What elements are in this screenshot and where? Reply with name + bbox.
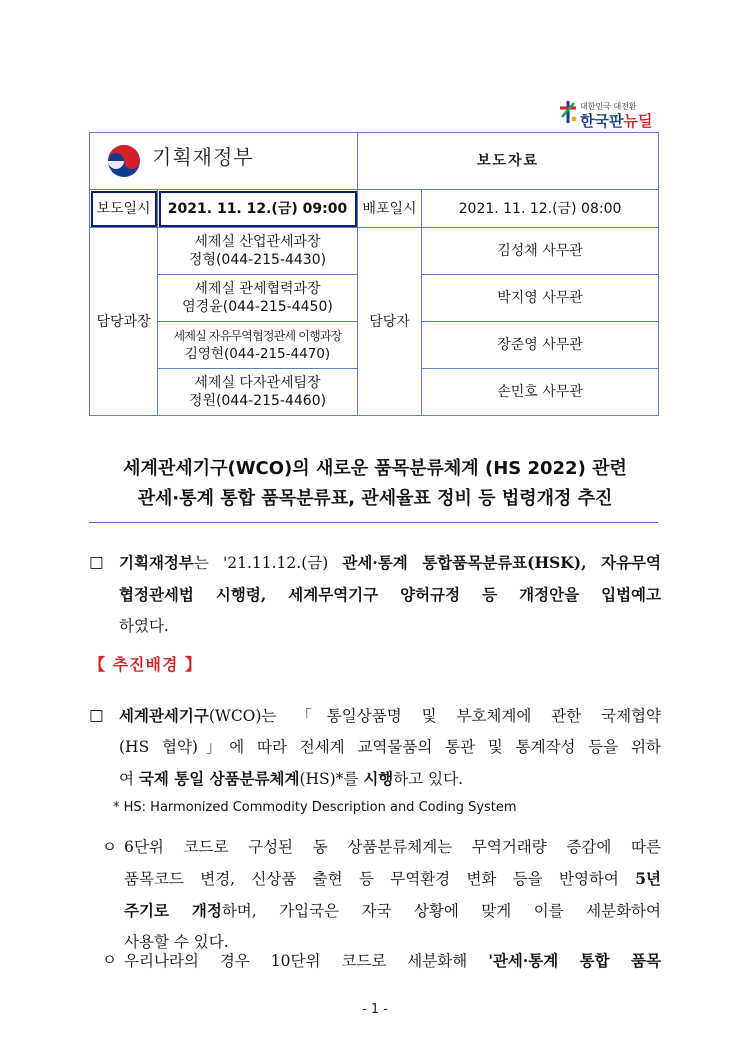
distribution-date-label: 배포일시 [358,190,422,228]
ministry-logo-cell [90,133,358,190]
new-deal-icon [558,99,578,125]
brand-slogan: 대한민국 대전환 [580,102,637,111]
contact-label: 담당자 [358,228,422,416]
headline-line-1: 세계관세기구(WCO)의 새로운 품목분류체계 (HS 2022) 관련 [123,458,627,479]
ministry-name: 기획재정부 [152,145,254,169]
headline-divider [89,522,658,523]
contact-person: 장준영 사무관 [422,322,659,369]
footnote: * HS: Harmonized Commodity Description and Coding System [113,800,517,815]
taegeuk-emblem-icon [106,143,142,179]
headline-line-2: 관세·통계 통합 품목분류표, 관세율표 정비 등 법령개정 추진 [137,488,613,509]
department-cell: 세제실 산업관세과장 정형(044-215-4430) [158,228,358,275]
contact-person: 박지영 사무관 [422,275,659,322]
department-cell: 세제실 관세협력과장 염경윤(044-215-4450) [158,275,358,322]
korean-new-deal-logo [558,97,668,131]
dept-head-label: 담당과장 [90,228,158,416]
headline [75,454,675,514]
department-cell: 세제실 자유무역협정관세 이행과장 김영현(044-215-4470) [158,322,358,369]
circle-bullet-icon: ㅇ [102,951,117,969]
document-title: 보도자료 [358,133,659,190]
brand-name: 한국판뉴딜 [580,112,653,130]
square-bullet-icon: □ [89,553,104,571]
release-date: 2021. 11. 12.(금) 09:00 [158,190,358,228]
press-release-header-table [89,132,659,416]
contact-person: 손민호 사무관 [422,369,659,416]
distribution-date: 2021. 11. 12.(금) 08:00 [422,190,659,228]
paragraph-hs-revision: ㅇ 6단위 코드로 구성된 동 상품분류체계는 무역거래량 증감에 따른 품목코드 변경, 신상품 출현 등 무역환경 변화 등을 반영하여 5년 주기로 개정하며, 가입국은 자국 상황에 맞게 이를 세분화하여 사용할 수 있다. [102,832,661,958]
square-bullet-icon: □ [89,706,104,724]
paragraph-summary: □ 기획재정부는 '21.11.12.(금) 관세·통계 통합품목분류표(HSK), 자유무역 협정관세법 시행령, 세계무역기구 양허규정 등 개정안을 입법예고 하였다. [89,547,661,642]
department-cell: 세제실 다자관세팀장 정원(044-215-4460) [158,369,358,416]
paragraph-background: □ 세계관세기구(WCO)는 「통일상품명 및 부호체계에 관한 국제협약 (HS 협약)」에 따라 전세계 교역물품의 통관 및 통계작성 등을 위하 여 국제 통일 상품분류체계(HS)*를 시행하고 있다. [89,700,661,795]
contact-person: 김성채 사무관 [422,228,659,275]
paragraph-korea-case: ㅇ 우리나라의 경우 10단위 코드로 세분화해 '관세·통계 통합 품목 [102,945,661,977]
section-heading: 【 추진배경 】 [89,655,202,674]
release-date-label: 보도일시 [90,190,158,228]
page-number: - 1 - [362,1002,388,1017]
circle-bullet-icon: ㅇ [102,838,117,856]
